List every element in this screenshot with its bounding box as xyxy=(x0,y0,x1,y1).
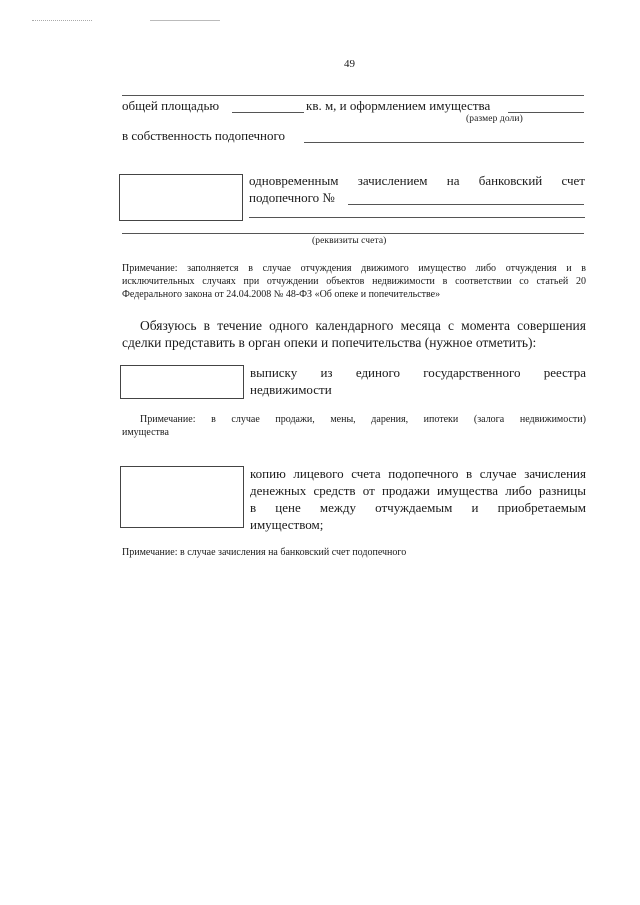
option-account-line2: денежных средств от продажи имущества либо разницы xyxy=(250,483,586,498)
option-account-copy-checkbox[interactable] xyxy=(120,466,244,528)
share-caption: (размер доли) xyxy=(466,114,523,124)
option-extract-checkbox[interactable] xyxy=(120,365,244,399)
top-blank-line xyxy=(122,95,584,96)
ownership-blank[interactable] xyxy=(304,142,584,143)
bank-line2-prefix: подопечного № xyxy=(249,190,335,205)
obligation-line2: сделки представить в орган опеки и попечительства (нужное отметить): xyxy=(122,335,537,350)
area-blank[interactable] xyxy=(232,112,304,113)
option-account-line4: имуществом; xyxy=(250,517,324,532)
note-3: Примечание: в случае зачисления на банковский счет подопечного xyxy=(122,547,407,558)
account-line-2[interactable] xyxy=(249,217,585,218)
account-line-3[interactable] xyxy=(122,233,584,234)
note-1: Примечание: заполняется в случае отчуждения движимого имущество либо отчуждения и в исключительных случаях при отчуждении объектов недвижимости в соответствии со статьей 20 Федерального закона от 24.04.2008 № 48-ФЗ «Об опеке и попечительстве» xyxy=(122,263,586,300)
note-2-line1: Примечание: в случае продажи, мены, дарения, ипотеки (залога недвижимости) xyxy=(140,414,586,425)
account-caption: (реквизиты счета) xyxy=(312,236,387,246)
scan-mark xyxy=(32,20,92,21)
share-blank[interactable] xyxy=(508,112,584,113)
scan-mark xyxy=(150,20,220,21)
area-middle: кв. м, и оформлением имущества xyxy=(306,98,491,113)
option-account-line3: в цене между отчуждаемым и приобретаемым xyxy=(250,500,586,515)
ownership-label: в собственность подопечного xyxy=(122,128,286,143)
option-extract-line1: выписку из единого государственного реестра xyxy=(250,365,586,380)
page-number: 49 xyxy=(344,58,355,70)
area-prefix: общей площадью xyxy=(122,98,220,113)
option-account-line1: копию лицевого счета подопечного в случае зачисления xyxy=(250,466,586,481)
obligation-line1: Обязуюсь в течение одного календарного месяца с момента совершения xyxy=(140,318,586,333)
bank-checkbox[interactable] xyxy=(119,174,243,221)
account-number-blank[interactable] xyxy=(348,204,584,205)
bank-line1: одновременным зачислением на банковский счет xyxy=(249,173,585,188)
note-2-line2: имущества xyxy=(122,427,169,438)
option-extract-line2: недвижимости xyxy=(250,382,332,397)
